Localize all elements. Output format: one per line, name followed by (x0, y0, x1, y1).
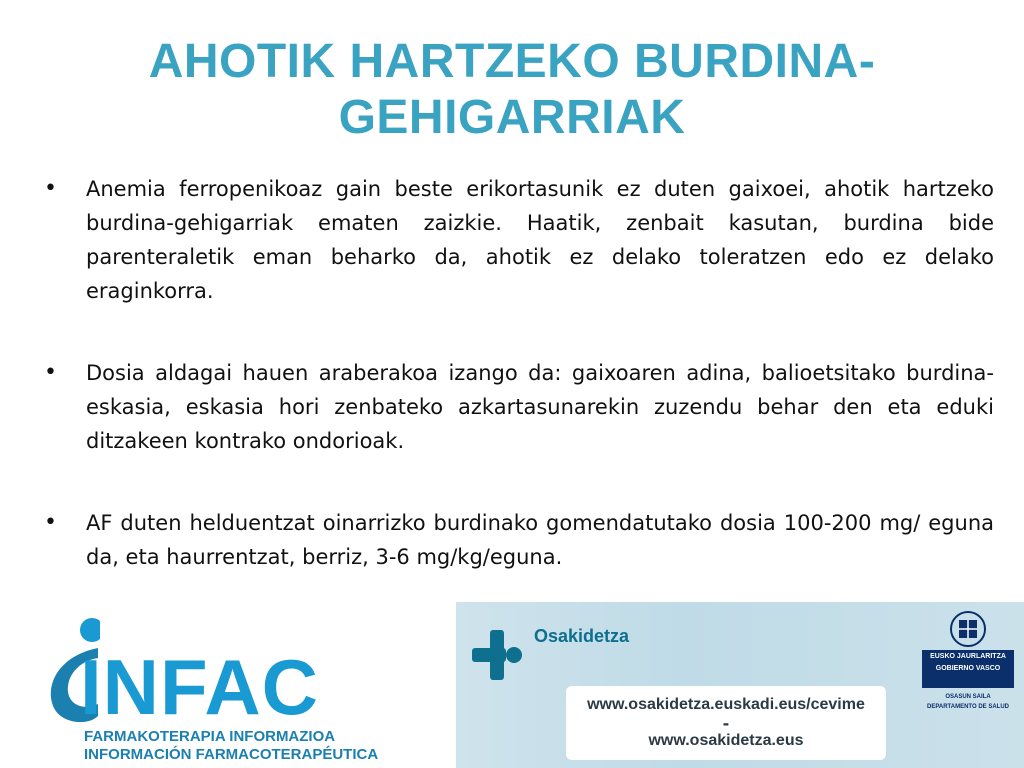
infac-subtitle-eu: FARMAKOTERAPIA INFORMAZIOA (84, 728, 336, 745)
infac-logo (40, 612, 390, 762)
osakidetza-link[interactable]: www.osakidetza.eus (648, 732, 804, 749)
bullet-item (44, 356, 994, 458)
osakidetza-cross-icon (470, 628, 524, 682)
government-name-eu: EUSKO JAURLARITZA (930, 653, 1006, 660)
department-name-eu: OSASUN SAILA (945, 694, 991, 700)
bullet-text: AF duten helduentzat oinarrizko burdinako gomendatutako dosia 100-200 mg/ eguna da, eta haurrentzat, berriz, 3-6 mg/kg/eguna. (86, 511, 994, 569)
bullet-text: Anemia ferropenikoaz gain beste erikortasunik ez duten gaixoei, ahotik hartzeko burdina-gehigarriak ematen zaizkie. Haatik, zenbait kasutan, burdina bide parenteraletik eman beharko da, ahotik ez delako toleratzen edo ez delako eraginkorra. (86, 177, 994, 303)
slide-title: AHOTIK HARTZEKO BURDINA-GEHIGARRIAK (148, 35, 876, 144)
government-label (922, 650, 1014, 688)
footer-banner (0, 602, 1024, 768)
department-name-es: DEPARTAMENTO DE SALUD (926, 704, 1009, 710)
cevime-link[interactable]: www.osakidetza.euskadi.eus/cevime (587, 696, 865, 713)
bullet-icon: • (44, 176, 57, 201)
basque-government-logo (922, 610, 1014, 760)
bullet-item (44, 172, 994, 308)
government-name-es: GOBIERNO VASCO (935, 665, 1001, 672)
bullet-list (44, 172, 994, 622)
bullet-text: Dosia aldagai hauen araberakoa izango da: gaixoaren adina, balioetsitako burdina-eskasia, eskasia hori zenbateko azkartasunarekin zuzendu behar den eta eduki ditzakeen kontrako ondorioak. (86, 361, 994, 453)
bullet-icon: • (44, 360, 57, 385)
infac-subtitle-es: INFORMACIÓN FARMACOTERAPÉUTICA (84, 746, 379, 763)
coat-of-arms-icon (948, 610, 988, 648)
url-box (566, 686, 886, 760)
infac-wordmark: INFAC (80, 643, 319, 731)
osakidetza-name: Osakidetza (534, 626, 630, 646)
bullet-item (44, 506, 994, 574)
osakidetza-panel (456, 602, 1024, 768)
url-separator: - (722, 714, 730, 733)
bullet-icon: • (44, 510, 57, 535)
